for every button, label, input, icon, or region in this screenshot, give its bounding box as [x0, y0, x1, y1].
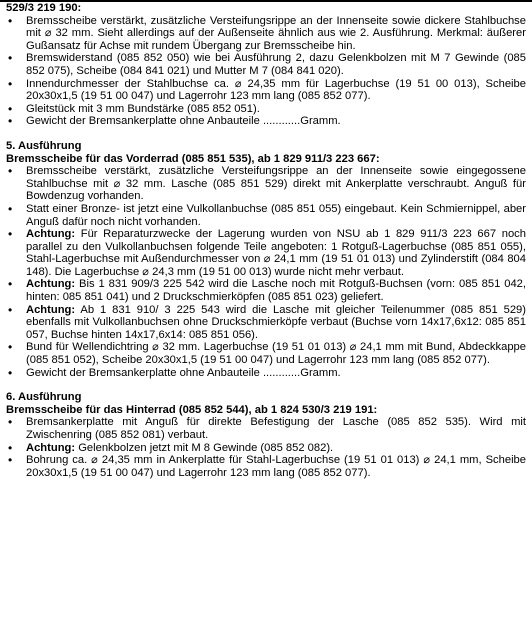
list-item-text: Bis 1 831 909/3 225 542 wird die Lasche noch mit Rotguß-Buchsen (vorn: 085 851 042, hinten: 085 851 041) und 2 Druckschmierköpfen (085 851 023) geliefert. [26, 278, 527, 304]
section-5-heading: 5. Ausführung [6, 139, 82, 152]
list-item [6, 203, 526, 228]
list-item [6, 115, 526, 128]
section-6 [0, 391, 532, 479]
list-item-text: Bund für Wellendichtring ⌀ 32 mm. Lagerbuchse (19 51 01 013) ⌀ 24,1 mm mit Bund, Abdeckkappe (085 851 052), Scheibe 20x30x1,5 (19 51 00 047) und Lagerrohr 123 mm lang (085 852 077). [26, 341, 526, 367]
list-item-text: Gleitstück mit 3 mm Bundstärke (085 852 051). [26, 102, 260, 115]
list-item-text: Bremswiderstand (085 852 050) wie bei Ausführung 2, dazu Gelenkbolzen mit M 7 Gewinde (085 852 075), Scheibe (084 841 021) und Mutter M 7 (084 841 020). [26, 52, 526, 77]
section-5-subheading: Bremsscheibe für das Vorderrad (085 851 535), ab 1 829 911/3 223 667: [6, 152, 380, 165]
section-6-list [0, 416, 532, 479]
warning-label: Achtung: [26, 303, 76, 316]
list-item-text: Bremsscheibe verstärkt, zusätzliche Versteifungsrippe an der Innenseite sowie eingegossene Stahlbuchse mit ⌀ 32 mm. Lasche (085 851 529) direkt mit Ankerplatte verschraubt. Anguß für Bowdenzug vorhanden. [26, 165, 526, 203]
list-item-text: Bremsankerplatte mit Anguß für direkte Befestigung der Lasche (085 852 535). Wird mit Zwischenring (085 852 081) verbaut. [26, 416, 526, 441]
warning-label: Achtung: [26, 228, 76, 241]
top-rule [0, 0, 532, 2]
section-4-heading: 529/3 219 190: [6, 2, 82, 14]
list-item-text: Bohrung ca. ⌀ 24,35 mm in Ankerplatte für Stahl-Lagerbuchse (19 51 01 013) ⌀ 24,1 mm, Scheibe 20x30x1,5 (19 51 00 047) und Lagerrohr 123 mm lang (085 852 077). [26, 454, 526, 479]
list-item [6, 228, 526, 278]
section-5 [0, 140, 532, 379]
list-item [6, 15, 526, 53]
list-item [6, 442, 526, 455]
list-item-text: Statt einer Bronze- ist jetzt eine Vulkollanbuchse (085 851 055) eingebaut. Kein Schmiernippel, aber Anguß dafür noch nicht vorhanden. [26, 202, 526, 228]
section-4-list [0, 15, 532, 128]
list-item [6, 52, 526, 77]
list-item-text: Gewicht der Bremsankerplatte ohne Anbauteile ............Gramm. [26, 366, 341, 379]
list-item [6, 78, 526, 103]
list-item [6, 304, 526, 342]
section-5-list [0, 165, 532, 379]
section-6-heading: 6. Ausführung [6, 391, 82, 404]
list-item [6, 165, 526, 203]
list-item-text: Gewicht der Bremsankerplatte ohne Anbauteile ............Gramm. [26, 115, 341, 128]
section-4 [0, 2, 532, 128]
list-item [6, 341, 526, 366]
warning-label: Achtung: [26, 441, 76, 454]
list-item [6, 103, 526, 116]
list-item-text: Innendurchmesser der Stahlbuchse ca. ⌀ 24,35 mm für Lagerbuchse (19 51 00 013), Scheibe 20x30x1,5 (19 51 00 047) und Lagerrohr 123 mm lang (085 852 077). [26, 77, 526, 103]
list-item-text: Gelenkbolzen jetzt mit M 8 Gewinde (085 852 082). [78, 441, 334, 454]
list-item-text: Für Reparaturzwecke der Lagerung wurden von NSU ab 1 829 911/3 223 667 noch parallel zu den Vulkollanbuchsen folgende Teile angeboten: 1 Rotguß-Lagerbuchse (085 851 055), Stahl-Lagerbuchse mit Außendurchmesser von ⌀ 24,1 mm (19 51 01 013) und Zylinderstift (084 804 148). Die Lagerbuchse ⌀ 24,3 mm (19 51 00 013) wurde nicht mehr verbaut. [26, 228, 526, 278]
list-item [6, 367, 526, 380]
list-item [6, 454, 526, 479]
list-item [6, 278, 526, 303]
section-6-subheading: Bremsscheibe für das Hinterrad (085 852 544), ab 1 824 530/3 219 191: [6, 403, 378, 416]
list-item-text: Ab 1 831 910/ 3 225 543 wird die Lasche mit gleicher Teilenummer (085 851 529) ebenfalls mit Vulkollanbuchsen ohne Druckschmierköpfe verbaut (Buchse vorn 14x17,6x12: 085 851 057, Buchse hinten 14x17,6x14: 085 851 056). [26, 303, 526, 341]
warning-label: Achtung: [26, 278, 76, 291]
list-item [6, 416, 526, 441]
list-item-text: Bremsscheibe verstärkt, zusätzliche Versteifungsrippe an der Innenseite sowie dickere Stahlbuchse mit ⌀ 32 mm. Sieht allerdings auf der Außenseite ähnlich aus wie 2. Ausführung. Merkmal: äußerer Gußansatz für Achse mit rundem Übergang zur Bremsscheibe hin. [26, 14, 526, 52]
